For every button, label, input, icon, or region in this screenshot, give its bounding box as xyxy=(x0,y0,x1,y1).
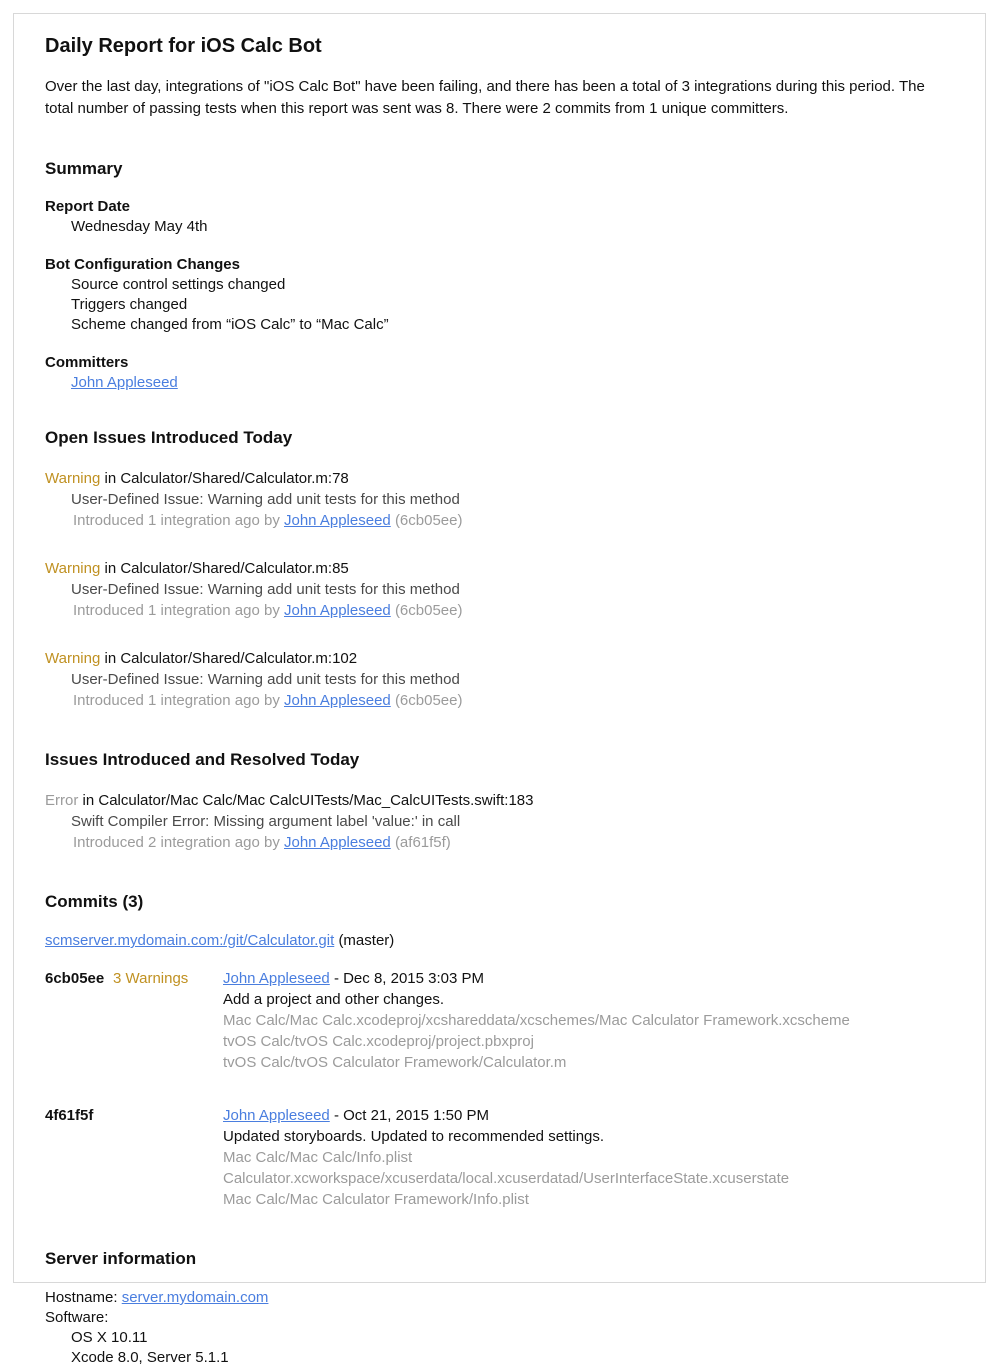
section-heading-server: Server information xyxy=(45,1249,197,1268)
issue-intro-text: Introduced 1 integration ago by xyxy=(73,602,280,619)
issue-item xyxy=(45,468,955,531)
commit-hash: 4f61f5f xyxy=(45,1107,94,1124)
commit-warnings-badge xyxy=(113,1105,223,1210)
issue-location: in Calculator/Mac Calc/Mac CalcUITests/Mac_CalcUITests.swift:183 xyxy=(82,792,534,809)
author-link[interactable]: John Appleseed xyxy=(223,970,330,987)
commit-file: tvOS Calc/tvOS Calculator Framework/Calculator.m xyxy=(223,1054,567,1071)
issue-meta xyxy=(73,600,955,621)
issue-meta xyxy=(73,832,955,853)
commit-body xyxy=(223,968,955,1073)
issue-head xyxy=(45,648,955,669)
issue-severity: Error xyxy=(45,792,79,809)
section-heading-summary: Summary xyxy=(45,159,123,178)
author-link[interactable]: John Appleseed xyxy=(284,512,391,529)
commit-body xyxy=(223,1105,955,1210)
commit-row xyxy=(45,968,955,1073)
issue-severity: Warning xyxy=(45,470,101,487)
commit-file: Mac Calc/Mac Calc/Info.plist xyxy=(223,1149,413,1166)
committers-label: Committers xyxy=(45,354,129,371)
repo-line xyxy=(45,931,955,951)
committers-group xyxy=(45,353,955,393)
bot-config-change: Scheme changed from “iOS Calc” to “Mac Calc” xyxy=(71,316,389,333)
hostname-label: Hostname: xyxy=(45,1289,118,1306)
hostname-line xyxy=(45,1288,955,1308)
software-label: Software: xyxy=(45,1309,109,1326)
report-date-value: Wednesday May 4th xyxy=(71,218,208,235)
author-link[interactable]: John Appleseed xyxy=(284,602,391,619)
report-intro: Over the last day, integrations of "iOS Calc Bot" have been failing, and there has been a total of 3 integrations during this period. The total number of passing tests when this report was sent was 8. There were 2 commits from 1 unique committers. xyxy=(45,78,925,117)
commit-date: - Dec 8, 2015 3:03 PM xyxy=(333,970,485,987)
commit-file: Calculator.xcworkspace/xcuserdata/local.xcuserdatad/UserInterfaceState.xcuserstate xyxy=(223,1170,790,1187)
report-card xyxy=(13,13,986,1366)
software-item: OS X 10.11 xyxy=(71,1329,148,1346)
report-date-group xyxy=(45,197,955,237)
issue-intro-text: Introduced 2 integration ago by xyxy=(73,834,280,851)
issue-intro-text: Introduced 1 integration ago by xyxy=(73,512,280,529)
author-link[interactable]: John Appleseed xyxy=(284,692,391,709)
commit-file: Mac Calc/Mac Calc.xcodeproj/xcshareddata/xcschemes/Mac Calculator Framework.xcscheme xyxy=(223,1012,850,1029)
commit-author-line xyxy=(223,1105,955,1126)
issue-commit-ref: (6cb05ee) xyxy=(394,602,463,619)
commit-warnings-badge: 3 Warnings xyxy=(113,970,189,987)
server-info xyxy=(45,1288,955,1368)
bot-config-change: Source control settings changed xyxy=(71,276,286,293)
issue-meta xyxy=(73,690,955,711)
bot-config-label: Bot Configuration Changes xyxy=(45,256,240,273)
issue-severity: Warning xyxy=(45,650,101,667)
commit-file: tvOS Calc/tvOS Calc.xcodeproj/project.pbxproj xyxy=(223,1033,534,1050)
commit-author-line xyxy=(223,968,955,989)
commit-date: - Oct 21, 2015 1:50 PM xyxy=(333,1107,490,1124)
commit-hash: 6cb05ee xyxy=(45,970,105,987)
issue-description: User-Defined Issue: Warning add unit tests for this method xyxy=(71,581,460,598)
issue-description: User-Defined Issue: Warning add unit tests for this method xyxy=(71,671,460,688)
issue-commit-ref: (6cb05ee) xyxy=(394,692,463,709)
author-link[interactable]: John Appleseed xyxy=(223,1107,330,1124)
issue-severity: Warning xyxy=(45,560,101,577)
issue-item xyxy=(45,558,955,621)
commit-message: Updated storyboards. Updated to recommended settings. xyxy=(223,1128,605,1145)
issue-item xyxy=(45,790,955,853)
section-heading-resolved-issues: Issues Introduced and Resolved Today xyxy=(45,750,360,769)
issue-commit-ref: (6cb05ee) xyxy=(394,512,463,529)
issue-description: Swift Compiler Error: Missing argument label 'value:' in call xyxy=(71,813,461,830)
repo-branch: (master) xyxy=(338,932,395,949)
issue-item xyxy=(45,648,955,711)
report-date-label: Report Date xyxy=(45,198,131,215)
issue-location: in Calculator/Shared/Calculator.m:78 xyxy=(104,470,349,487)
issue-description: User-Defined Issue: Warning add unit tests for this method xyxy=(71,491,460,508)
issue-location: in Calculator/Shared/Calculator.m:102 xyxy=(104,650,358,667)
issue-location: in Calculator/Shared/Calculator.m:85 xyxy=(104,560,349,577)
section-heading-open-issues: Open Issues Introduced Today xyxy=(45,428,293,447)
author-link[interactable]: John Appleseed xyxy=(284,834,391,851)
commit-row xyxy=(45,1105,955,1210)
commit-message: Add a project and other changes. xyxy=(223,991,444,1008)
software-item: Xcode 8.0, Server 5.1.1 xyxy=(71,1349,229,1366)
issue-meta xyxy=(73,510,955,531)
section-heading-commits: Commits (3) xyxy=(45,892,144,911)
issue-commit-ref: (af61f5f) xyxy=(394,834,451,851)
issue-intro-text: Introduced 1 integration ago by xyxy=(73,692,280,709)
commit-file: Mac Calc/Mac Calculator Framework/Info.plist xyxy=(223,1191,529,1208)
committer-link[interactable]: John Appleseed xyxy=(71,374,178,391)
bot-config-group xyxy=(45,255,955,335)
issue-head xyxy=(45,790,955,811)
bot-config-change: Triggers changed xyxy=(71,296,188,313)
issue-head xyxy=(45,468,955,489)
issue-head xyxy=(45,558,955,579)
hostname-link[interactable]: server.mydomain.com xyxy=(121,1289,269,1306)
repo-link[interactable]: scmserver.mydomain.com:/git/Calculator.git xyxy=(45,932,335,949)
page-title: Daily Report for iOS Calc Bot xyxy=(45,35,322,57)
